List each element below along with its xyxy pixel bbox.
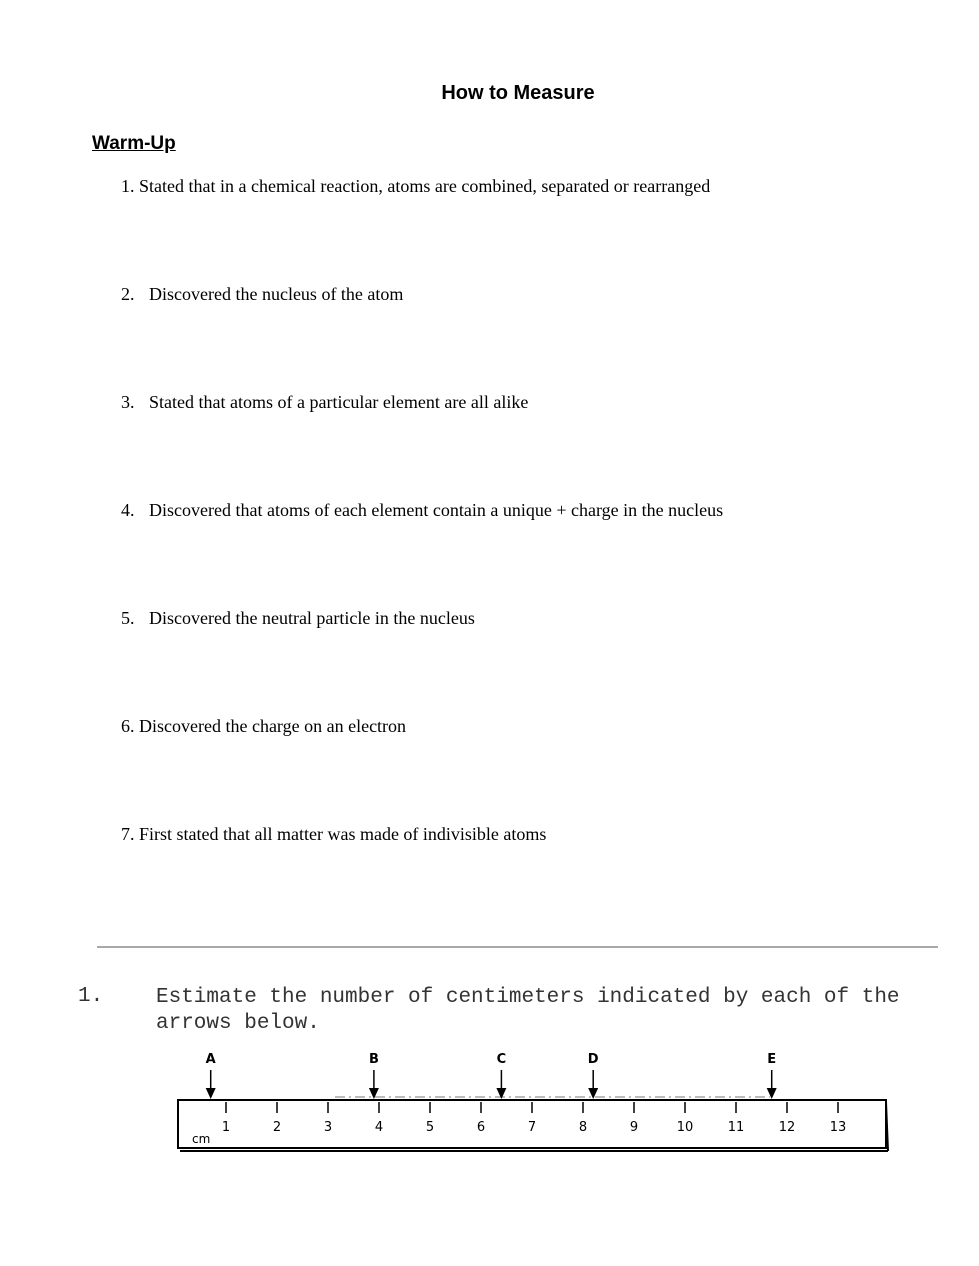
question-number: 1. bbox=[121, 176, 135, 196]
ruler-tick-label-2: 2 bbox=[272, 1120, 282, 1135]
warmup-question-2 bbox=[121, 284, 403, 305]
arrow-label-e: E bbox=[767, 1052, 777, 1067]
question-text: Discovered that atoms of each element contain a unique + charge in the nucleus bbox=[149, 500, 724, 520]
warmup-question-6 bbox=[121, 716, 406, 737]
warmup-question-1 bbox=[121, 176, 710, 197]
section-divider bbox=[97, 946, 938, 948]
ruler-tick-label-12: 12 bbox=[778, 1120, 796, 1135]
ruler-tick-label-8: 8 bbox=[578, 1120, 588, 1135]
warmup-question-5 bbox=[121, 608, 475, 629]
task-number: 1. bbox=[78, 985, 104, 1008]
question-text: Stated that atoms of a particular element are all alike bbox=[149, 392, 529, 412]
ruler-tick-label-1: 1 bbox=[221, 1120, 231, 1135]
ruler-tick-label-7: 7 bbox=[527, 1120, 537, 1135]
ruler-tick-label-13: 13 bbox=[829, 1120, 847, 1135]
ruler-tick-label-6: 6 bbox=[476, 1120, 486, 1135]
ruler-arrows bbox=[206, 1052, 777, 1099]
page-title: How to Measure bbox=[441, 82, 595, 104]
question-text: Discovered the nucleus of the atom bbox=[149, 284, 404, 304]
question-number: 7. bbox=[121, 824, 135, 844]
question-text: First stated that all matter was made of indivisible atoms bbox=[139, 824, 547, 844]
ruler-ticks bbox=[222, 1102, 846, 1135]
arrow-head-a bbox=[206, 1088, 216, 1099]
question-number: 4. bbox=[121, 500, 135, 520]
arrow-label-b: B bbox=[368, 1052, 379, 1067]
ruler-tick-label-10: 10 bbox=[676, 1120, 694, 1135]
ruler-tick-label-9: 9 bbox=[629, 1120, 639, 1135]
ruler-tick-label-5: 5 bbox=[425, 1120, 435, 1135]
warmup-question-3 bbox=[121, 392, 528, 413]
warmup-question-4 bbox=[121, 500, 723, 521]
centimeter-ruler bbox=[160, 1040, 900, 1160]
question-number: 2. bbox=[121, 284, 135, 304]
warmup-question-7 bbox=[121, 824, 546, 845]
question-text: Stated that in a chemical reaction, atoms are combined, separated or rearranged bbox=[139, 176, 711, 196]
arrow-label-a: A bbox=[205, 1052, 216, 1067]
ruler-tick-label-3: 3 bbox=[323, 1120, 333, 1135]
ruler-tick-label-11: 11 bbox=[727, 1120, 745, 1135]
arrow-label-c: C bbox=[496, 1052, 507, 1067]
question-text: Discovered the charge on an electron bbox=[139, 716, 407, 736]
task-instructions: Estimate the number of centimeters indicated by each of the arrows below. bbox=[156, 986, 900, 1035]
ruler-unit-label: cm bbox=[192, 1132, 211, 1146]
arrow-label-d: D bbox=[587, 1052, 599, 1067]
question-number: 3. bbox=[121, 392, 135, 412]
warmup-heading: Warm-Up bbox=[92, 133, 176, 154]
ruler-tick-label-4: 4 bbox=[374, 1120, 384, 1135]
question-number: 6. bbox=[121, 716, 135, 736]
question-number: 5. bbox=[121, 608, 135, 628]
question-text: Discovered the neutral particle in the nucleus bbox=[149, 608, 475, 628]
arrow-head-e bbox=[767, 1088, 777, 1099]
